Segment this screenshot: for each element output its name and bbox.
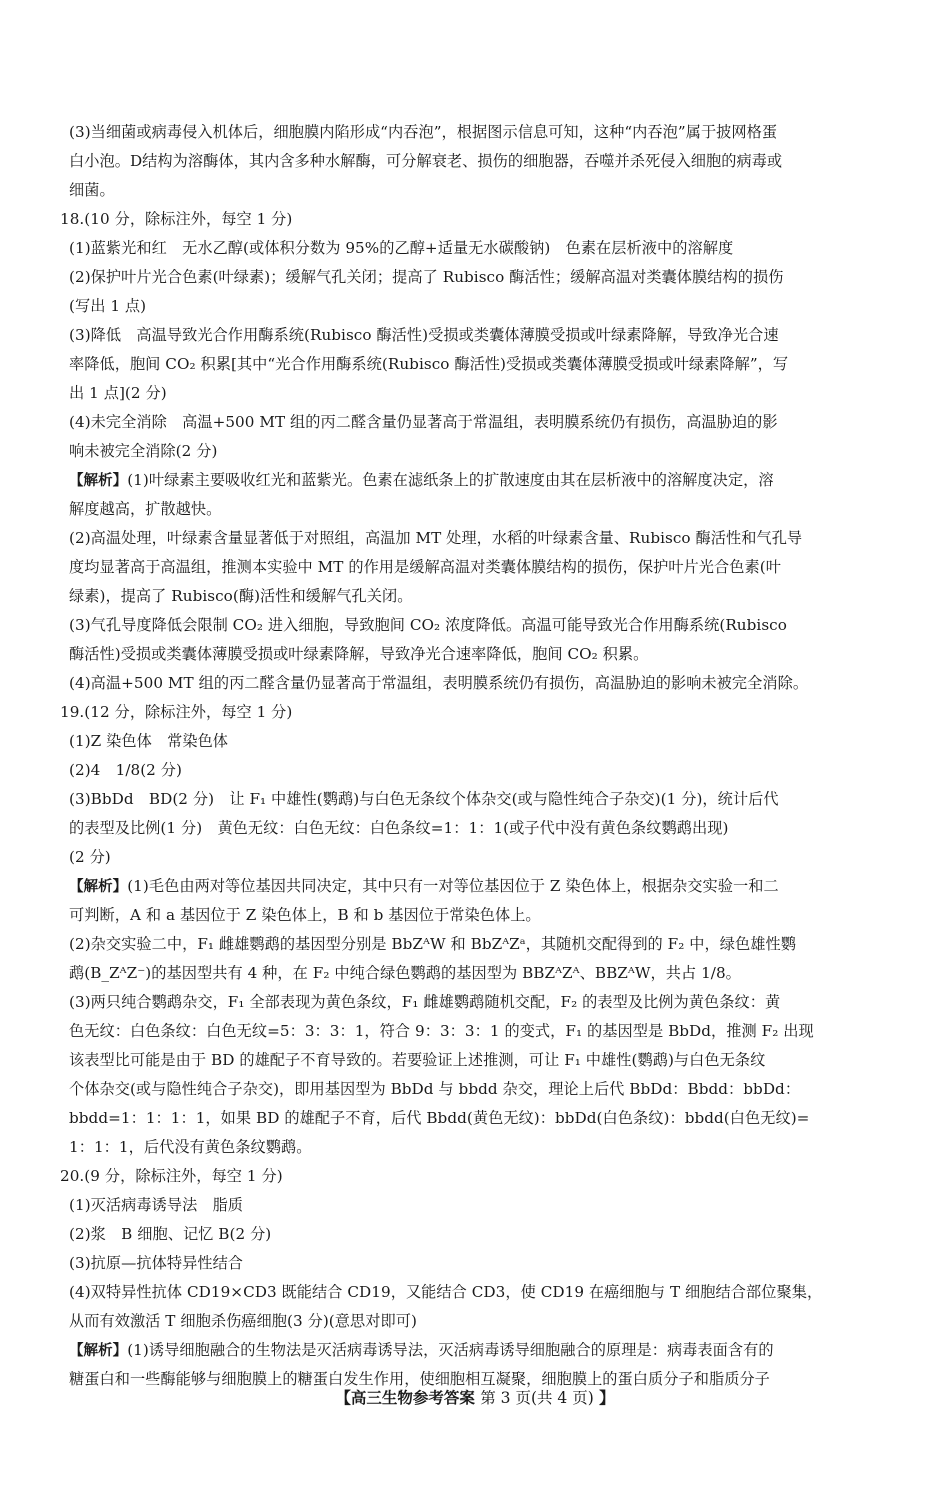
text-line: 1：1：1，后代没有黄色条纹鹦鹉。 <box>69 1138 312 1156</box>
analysis-line: 【解析】(1)叶绿素主要吸收红光和蓝紫光。色素在滤纸条上的扩散速度由其在层析液中的溶解度决定，溶 <box>69 471 774 489</box>
text-line: (3)降低 高温导致光合作用酶系统(Rubisco 酶活性)受损或类囊体薄膜受损或叶绿素降解，导致净光合速 <box>69 326 779 344</box>
text-line: 绿素)，提高了 Rubisco(酶)活性和缓解气孔关闭。 <box>69 587 413 605</box>
text-line: (2)浆 B 细胞、记忆 B(2 分) <box>69 1225 272 1243</box>
text-line: (2)4 1/8(2 分) <box>69 761 182 779</box>
text-line: 的表型及比例(1 分) 黄色无纹：白色无纹：白色条纹=1：1：1(或子代中没有黄色条纹鹦鹉出现) <box>69 819 729 837</box>
text-line: (2 分) <box>69 848 111 866</box>
footer-title: 【高三生物参考答案 <box>335 1389 475 1407</box>
text-line: 鹉(B_ZᴬZ⁻)的基因型共有 4 种，在 F₂ 中纯合绿色鹦鹉的基因型为 BBZᴬZᴬ、BBZᴬW，共占 1/8。 <box>69 964 741 982</box>
text-line: (3)气孔导度降低会限制 CO₂ 进入细胞，导致胞间 CO₂ 浓度降低。高温可能导致光合作用酶系统(Rubisco <box>69 616 787 634</box>
footer-page-number: 第 3 页(共 4 页) <box>480 1389 594 1407</box>
analysis-label: 【解析】 <box>69 879 128 895</box>
text-line: (2)杂交实验二中，F₁ 雌雄鹦鹉的基因型分别是 BbZᴬW 和 BbZᴬZᵃ，其随机交配得到的 F₂ 中，绿色雄性鹦 <box>69 935 796 953</box>
text-line: (3)抗原—抗体特异性结合 <box>69 1254 244 1272</box>
analysis-label: 【解析】 <box>69 473 128 489</box>
text-line: 色无纹：白色条纹：白色无纹=5：3：3：1，符合 9：3：3：1 的变式，F₁ 的基因型是 BbDd，推测 F₂ 出现 <box>69 1022 814 1040</box>
text-line: 酶活性)受损或类囊体薄膜受损或叶绿素降解，导致净光合速率降低，胞间 CO₂ 积累。 <box>69 645 649 663</box>
footer-close: 】 <box>599 1389 615 1407</box>
text-line: (3)两只纯合鹦鹉杂交，F₁ 全部表现为黄色条纹，F₁ 雌雄鹦鹉随机交配，F₂ 的表型及比例为黄色条纹：黄 <box>69 993 781 1011</box>
text-line: 度均显著高于高温组，推测本实验中 MT 的作用是缓解高温对类囊体膜结构的损伤，保护叶片光合色素(叶 <box>69 558 781 576</box>
text-line: (4)双特异性抗体 CD19×CD3 既能结合 CD19，又能结合 CD3，使 CD19 在癌细胞与 T 细胞结合部位聚集， <box>69 1283 823 1301</box>
analysis-line: 【解析】(1)毛色由两对等位基因共同决定，其中只有一对等位基因位于 Z 染色体上，根据杂交实验一和二 <box>69 877 779 895</box>
text-line: (1)Z 染色体 常染色体 <box>69 732 229 750</box>
text-line: (写出 1 点) <box>69 297 147 315</box>
text-line: 可判断，A 和 a 基因位于 Z 染色体上，B 和 b 基因位于常染色体上。 <box>69 906 541 924</box>
text-line: 出 1 点](2 分) <box>69 384 167 402</box>
text-line: 率降低，胞间 CO₂ 积累[其中“光合作用酶系统(Rubisco 酶活性)受损或类囊体薄膜受损或叶绿素降解”，写 <box>69 355 789 373</box>
text-line: (3)BbDd BD(2 分) 让 F₁ 中雄性(鹦鹉)与白色无条纹个体杂交(或与隐性纯合子杂交)(1 分)，统计后代 <box>69 790 779 808</box>
text-line: 响未被完全消除(2 分) <box>69 442 218 460</box>
text-line: (4)未完全消除 高温+500 MT 组的丙二醛含量仍显著高于常温组，表明膜系统仍有损伤，高温胁迫的影 <box>69 413 778 431</box>
text-line: (2)高温处理，叶绿素含量显著低于对照组，高温加 MT 处理，水稻的叶绿素含量、Rubisco 酶活性和气孔导 <box>69 529 803 547</box>
text-line: (4)高温+500 MT 组的丙二醛含量仍显著高于常温组，表明膜系统仍有损伤，高温胁迫的影响未被完全消除。 <box>69 674 809 692</box>
text-line: 从而有效激活 T 细胞杀伤癌细胞(3 分)(意思对即可) <box>69 1312 417 1330</box>
text-line: bbdd=1：1：1：1，如果 BD 的雄配子不育，后代 Bbdd(黄色无纹)：bbDd(白色条纹)：bbdd(白色无纹)= <box>69 1109 810 1127</box>
question-header-18: 18.(10 分，除标注外，每空 1 分) <box>60 210 293 228</box>
text-line: 解度越高，扩散越快。 <box>69 500 222 518</box>
text-line: (3)当细菌或病毒侵入机体后，细胞膜内陷形成“内吞泡”，根据图示信息可知，这种“内吞泡”属于披网格蛋 <box>69 123 778 141</box>
answer-document <box>60 118 912 1394</box>
analysis-line: 【解析】(1)诱导细胞融合的生物法是灭活病毒诱导法，灭活病毒诱导细胞融合的原理是：病毒表面含有的 <box>69 1341 774 1359</box>
text-line: (2)保护叶片光合色素(叶绿素)；缓解气孔关闭；提高了 Rubisco 酶活性；缓解高温对类囊体膜结构的损伤 <box>69 268 784 286</box>
question-header-19: 19.(12 分，除标注外，每空 1 分) <box>60 703 293 721</box>
question-header-20: 20.(9 分，除标注外，每空 1 分) <box>60 1167 283 1185</box>
text-line: (1)灭活病毒诱导法 脂质 <box>69 1196 244 1214</box>
text-line: 白小泡。D结构为溶酶体，其内含多种水解酶，可分解衰老、损伤的细胞器，吞噬并杀死侵入细胞的病毒或 <box>69 152 783 170</box>
text-line: 细菌。 <box>69 181 115 199</box>
text-line: 个体杂交(或与隐性纯合子杂交)，即用基因型为 BbDd 与 bbdd 杂交，理论上后代 BbDd：Bbdd：bbDd： <box>69 1080 801 1098</box>
analysis-label: 【解析】 <box>69 1343 128 1359</box>
text-line: 糖蛋白和一些酶能够与细胞膜上的糖蛋白发生作用，使细胞相互凝聚，细胞膜上的蛋白质分子和脂质分子 <box>69 1370 770 1388</box>
text-line: 该表型比可能是由于 BD 的雄配子不育导致的。若要验证上述推测，可让 F₁ 中雄性(鹦鹉)与白色无条纹 <box>69 1051 766 1069</box>
page-footer <box>0 1386 950 1408</box>
text-line: (1)蓝紫光和红 无水乙醇(或体积分数为 95%的乙醇+适量无水碳酸钠) 色素在层析液中的溶解度 <box>69 239 734 257</box>
